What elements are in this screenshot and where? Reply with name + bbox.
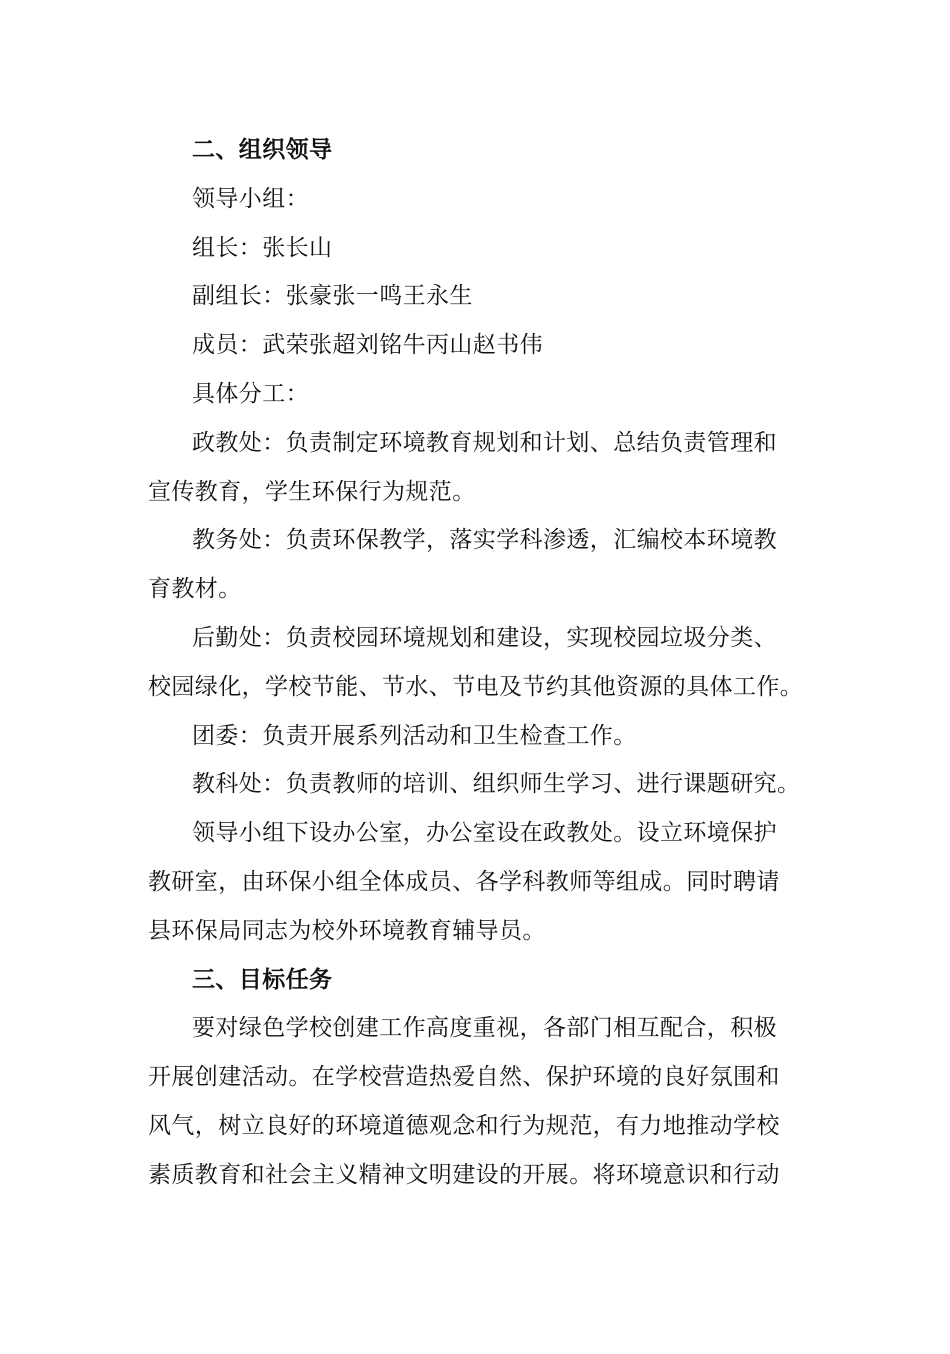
youth-league-line: 团委：负责开展系列活动和卫生检查工作。 [192,722,637,749]
members-line: 成员：武荣张超刘铭牛丙山赵书伟 [192,332,543,359]
leadership-group-label: 领导小组： [192,185,309,212]
research-office-line: 教科处：负责教师的培训、组织师生学习、进行课题研究。 [192,771,801,798]
division-label: 具体分工： [192,380,309,407]
section-heading-organization: 二、组织领导 [192,137,333,163]
office-setup-line-3: 县环保局同志为校外环境教育辅导员。 [148,917,546,944]
goals-line-4: 素质教育和社会主义精神文明建设的开展。将环境意识和行动 [148,1161,780,1188]
section-heading-goals: 三、目标任务 [192,966,333,993]
goals-line-2: 开展创建活动。在学校营造热爱自然、保护环境的良好氛围和 [148,1064,780,1091]
political-office-line-1: 政教处：负责制定环境教育规划和计划、总结负责管理和 [192,429,777,456]
logistics-office-line-2: 校园绿化，学校节能、节水、节电及节约其他资源的具体工作。 [148,673,804,700]
leader-line: 组长：张长山 [192,234,333,261]
logistics-office-line-1: 后勤处：负责校园环境规划和建设，实现校园垃圾分类、 [192,624,777,651]
political-office-line-2: 宣传教育，学生环保行为规范。 [148,478,476,505]
goals-line-1: 要对绿色学校创建工作高度重视，各部门相互配合，积极 [192,1015,777,1042]
academic-office-line-2: 育教材。 [148,576,242,603]
document-body [148,126,808,1200]
vice-leaders-line: 副组长：张豪张一鸣王永生 [192,283,473,310]
academic-office-line-1: 教务处：负责环保教学，落实学科渗透，汇编校本环境教 [192,527,777,554]
office-setup-line-2: 教研室，由环保小组全体成员、各学科教师等组成。同时聘请 [148,868,780,895]
office-setup-line-1: 领导小组下设办公室，办公室设在政教处。设立环境保护 [192,820,777,847]
goals-line-3: 风气，树立良好的环境道德观念和行为规范，有力地推动学校 [148,1112,780,1139]
